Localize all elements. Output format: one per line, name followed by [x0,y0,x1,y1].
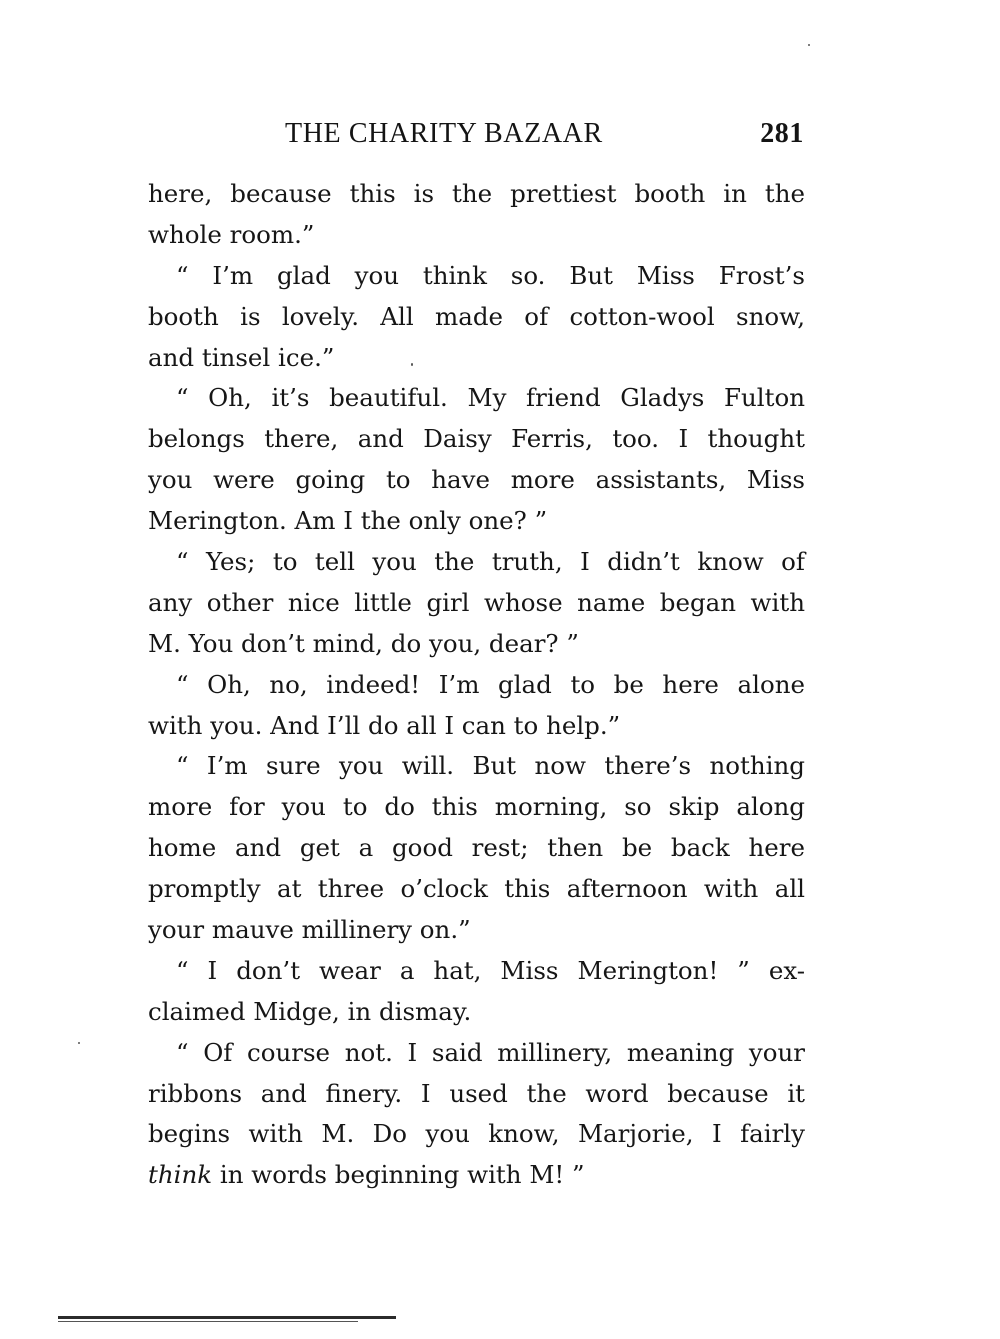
italic-word: think [148,1160,213,1190]
text-line: M. You don’t mind, do you, dear? ” [148,628,579,658]
text-line: “ Oh, no, indeed! I’m glad to be here alone [176,669,805,699]
text-line: you were going to have more assistants, Miss [148,465,805,495]
text-line: “ Yes; to tell you the truth, I didn’t know of [176,547,805,577]
text-line: any other nice little girl whose name began with [148,587,805,617]
running-head [148,110,808,158]
text-line: booth is lovely. All made of cotton-wool snow, [148,301,805,331]
footer-rule-thin [58,1321,358,1322]
scan-speck [78,1042,80,1044]
text-line: “ I’m sure you will. But now there’s nothing [176,751,805,781]
text-line: ribbons and finery. I used the word because it [148,1078,805,1108]
text-line: “ I’m glad you think so. But Miss Frost’s [176,260,805,290]
footer-rule [58,1316,396,1319]
text-line: and tinsel ice.” [148,342,335,372]
running-title: THE CHARITY BAZAAR [285,118,603,149]
text-line: promptly at three o’clock this afternoon with all [148,874,805,904]
text-line: claimed Midge, in dismay. [148,996,472,1026]
text-line: here, because this is the prettiest booth in the [148,179,805,208]
text-line: Merington. Am I the only one? ” [148,506,548,536]
text-line: more for you to do this morning, so skip along [148,792,805,822]
final-line-rest: in words beginning with M! ” [212,1160,585,1190]
scan-speck [411,363,413,366]
page-number: 281 [760,118,804,149]
text-line: home and get a good rest; then be back here [148,833,805,863]
scan-speck [808,44,810,46]
text-line: with you. And I’ll do all I can to help.” [148,710,621,740]
body-text [148,174,805,1196]
text-line: belongs there, and Daisy Ferris, too. I thought [148,424,805,454]
text-line: “ Of course not. I said millinery, meaning your [176,1037,805,1067]
text-line: “ Oh, it’s beautiful. My friend Gladys Fulton [176,383,805,413]
text-line-final [148,1155,805,1196]
text-line: whole room.” [148,219,315,249]
text-line: your mauve millinery on.” [148,915,471,945]
text-line: begins with M. Do you know, Marjorie, I fairly [148,1119,805,1149]
text-line: “ I don’t wear a hat, Miss Merington! ” ex- [176,955,805,985]
